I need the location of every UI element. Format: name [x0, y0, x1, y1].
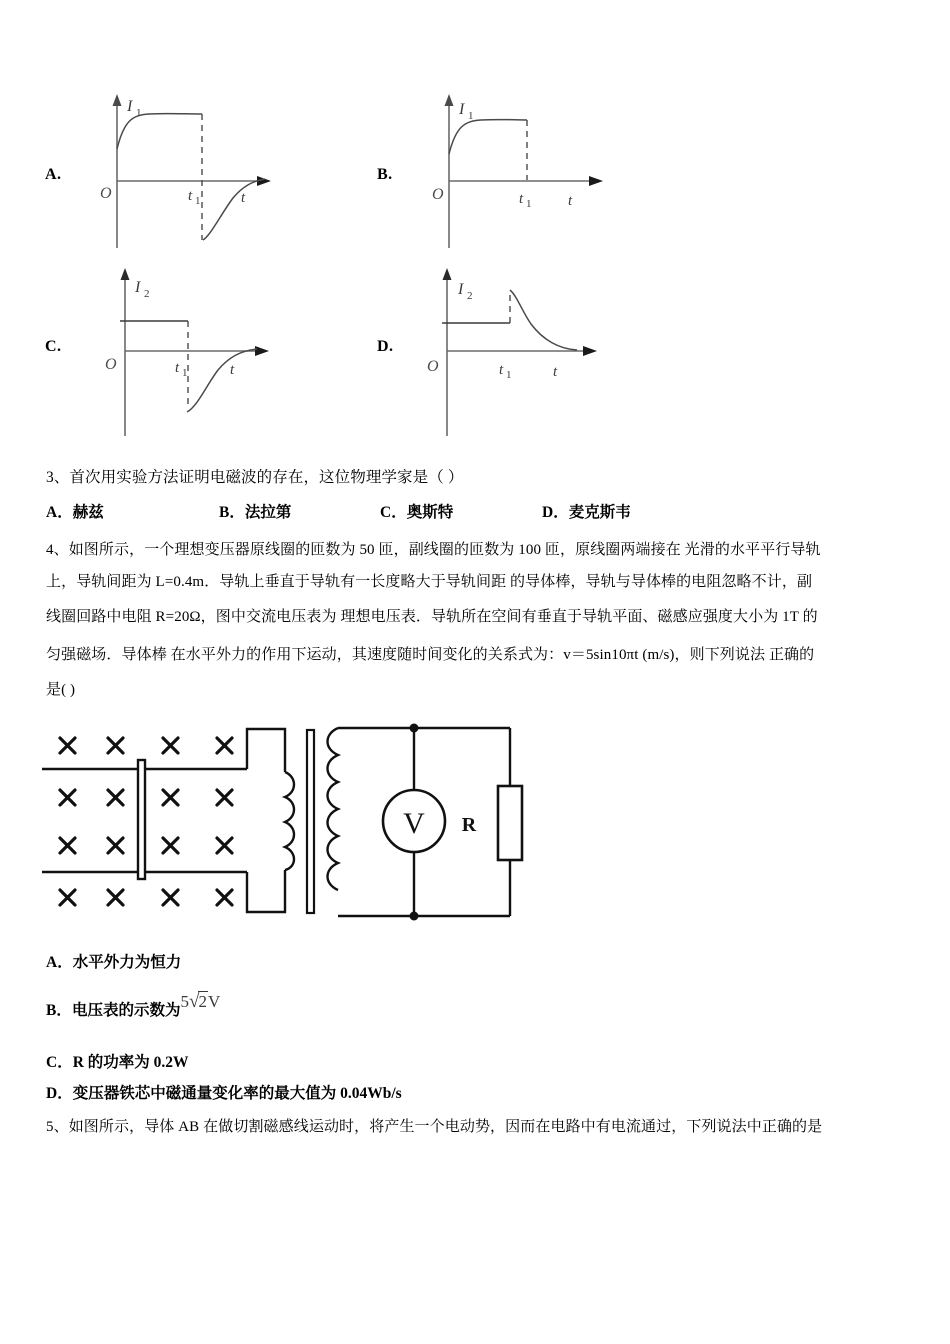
question4-line-1: 4、如图所示，一个理想变压器原线圈的匝数为 50 匝，副线圈的匝数为 100 匝，原线圈两端接在 光滑的水平平行导轨	[46, 542, 821, 558]
graph-b-xlabel: t	[568, 193, 573, 209]
graph-c-ylabel-sub: 2	[144, 288, 150, 300]
question4-choice-b[interactable]	[46, 991, 221, 1021]
graph-d-origin: O	[427, 358, 439, 375]
question3-choice-d-tag: D．	[542, 504, 569, 521]
question5-stem: 5、如图所示，导体 AB 在做切割磁感线运动时，将产生一个电动势，因而在电路中有电流通过，下列说法中正确的是	[46, 1119, 823, 1135]
graph-b-ylabel-sub: 1	[468, 110, 474, 122]
graph-a-tick-sub: 1	[195, 195, 201, 207]
conductor-bar[interactable]	[138, 760, 145, 879]
voltmeter-label: V	[403, 807, 425, 840]
question3-choice-b-text: 法拉第	[244, 504, 292, 521]
question3-choice-c-tag: C．	[380, 504, 407, 521]
question3-choice-a[interactable]	[46, 500, 104, 522]
question3-stem: 3、首次用实验方法证明电磁波的存在，这位物理学家是（ ）	[46, 469, 464, 486]
question4-choice-d-text: 变压器铁芯中磁通量变化率的最大值为 0.04Wb/s	[72, 1085, 402, 1102]
graph-d-ylabel-sub: 2	[467, 290, 473, 302]
graph-d-ylabel: I	[458, 281, 464, 298]
graph-option-d[interactable]	[377, 266, 707, 441]
graph-b-origin: O	[432, 186, 444, 203]
question4-line-5: 是( )	[46, 682, 76, 698]
graph-option-c[interactable]	[45, 266, 375, 441]
question4-choice-c[interactable]	[46, 1050, 189, 1072]
question4-circuit-figure	[42, 712, 542, 937]
question3-choice-a-tag: A．	[46, 504, 73, 521]
question4-choice-a[interactable]	[46, 950, 181, 972]
graph-a-xlabel: t	[241, 190, 246, 206]
question3-choice-c[interactable]	[380, 500, 453, 522]
graph-a-ylabel-sub: 1	[136, 107, 142, 119]
junction-dot-bottom	[410, 912, 419, 921]
graph-b-tick: t	[519, 191, 524, 207]
graph-d-tick-sub: 1	[506, 369, 512, 381]
question3-choice-d[interactable]	[542, 500, 631, 522]
graph-option-b[interactable]	[377, 88, 707, 263]
question4-choice-b-text: 电压表的示数为	[72, 1002, 181, 1019]
graph-b-ylabel: I	[459, 101, 465, 118]
graph-a-tick: t	[188, 188, 193, 204]
graph-option-a[interactable]	[45, 88, 375, 263]
graph-d-tick: t	[499, 362, 504, 378]
question3-choice-a-text: 赫兹	[72, 504, 104, 521]
graph-d-xlabel: t	[553, 364, 558, 380]
graph-c-ylabel: I	[135, 279, 141, 296]
graph-option-b-letter: B.	[377, 166, 393, 183]
graph-b-svg	[407, 88, 657, 253]
graph-a-origin: O	[100, 185, 112, 202]
question4-choice-b-tag: B．	[46, 1002, 72, 1019]
primary-coil	[247, 729, 294, 912]
transformer-rail-circuit-svg	[42, 712, 542, 937]
resistor-label: R	[461, 814, 477, 836]
question3-choice-b[interactable]	[219, 500, 291, 522]
question3-choice-c-text: 奥斯特	[406, 504, 454, 521]
question4-choice-d[interactable]	[46, 1081, 402, 1103]
graph-option-a-letter: A.	[45, 166, 62, 183]
question4-choice-a-text: 水平外力为恒力	[72, 954, 182, 971]
question4-choice-a-tag: A．	[46, 954, 73, 971]
question4-choice-d-tag: D．	[46, 1085, 73, 1102]
graph-c-origin: O	[105, 356, 117, 373]
graph-options-block	[45, 88, 725, 438]
graph-b-tick-sub: 1	[526, 198, 532, 210]
question4-choice-c-tag: C．	[46, 1054, 73, 1071]
graph-c-tick-sub: 1	[182, 367, 188, 379]
graph-c-svg	[75, 266, 325, 441]
junction-dot-top	[410, 724, 419, 733]
resistor[interactable]	[498, 786, 522, 860]
question4-line-4: 匀强磁场．导体棒 在水平外力的作用下运动，其速度随时间变化的关系式为：v＝5sin10πt (m/s)，则下列说法 正确的	[46, 647, 815, 663]
question3-choice-d-text: 麦克斯韦	[568, 504, 631, 521]
question4-choice-c-text: R 的功率为 0.2W	[72, 1054, 189, 1071]
question4-line-2: 上，导轨间距为 L=0.4m．导轨上垂直于导轨有一长度略大于导轨间距 的导体棒，导轨与导体棒的电阻忽略不计，副	[46, 574, 813, 590]
graph-c-xlabel: t	[230, 362, 235, 378]
question3-choice-b-tag: B．	[219, 504, 245, 521]
graph-option-d-letter: D.	[377, 338, 394, 355]
question4-choice-b-math: 5√2V	[180, 991, 221, 1012]
graph-option-c-letter: C.	[45, 338, 62, 355]
graph-a-ylabel: I	[127, 98, 133, 115]
graph-a-svg	[75, 88, 325, 253]
transformer-core	[307, 730, 314, 913]
graph-c-tick: t	[175, 360, 180, 376]
graph-d-svg	[407, 266, 657, 441]
question4-line-3: 线圈回路中电阻 R=20Ω，图中交流电压表为 理想电压表．导轨所在空间有垂直于导轨平面、磁感应强度大小为 1T 的	[46, 609, 818, 625]
